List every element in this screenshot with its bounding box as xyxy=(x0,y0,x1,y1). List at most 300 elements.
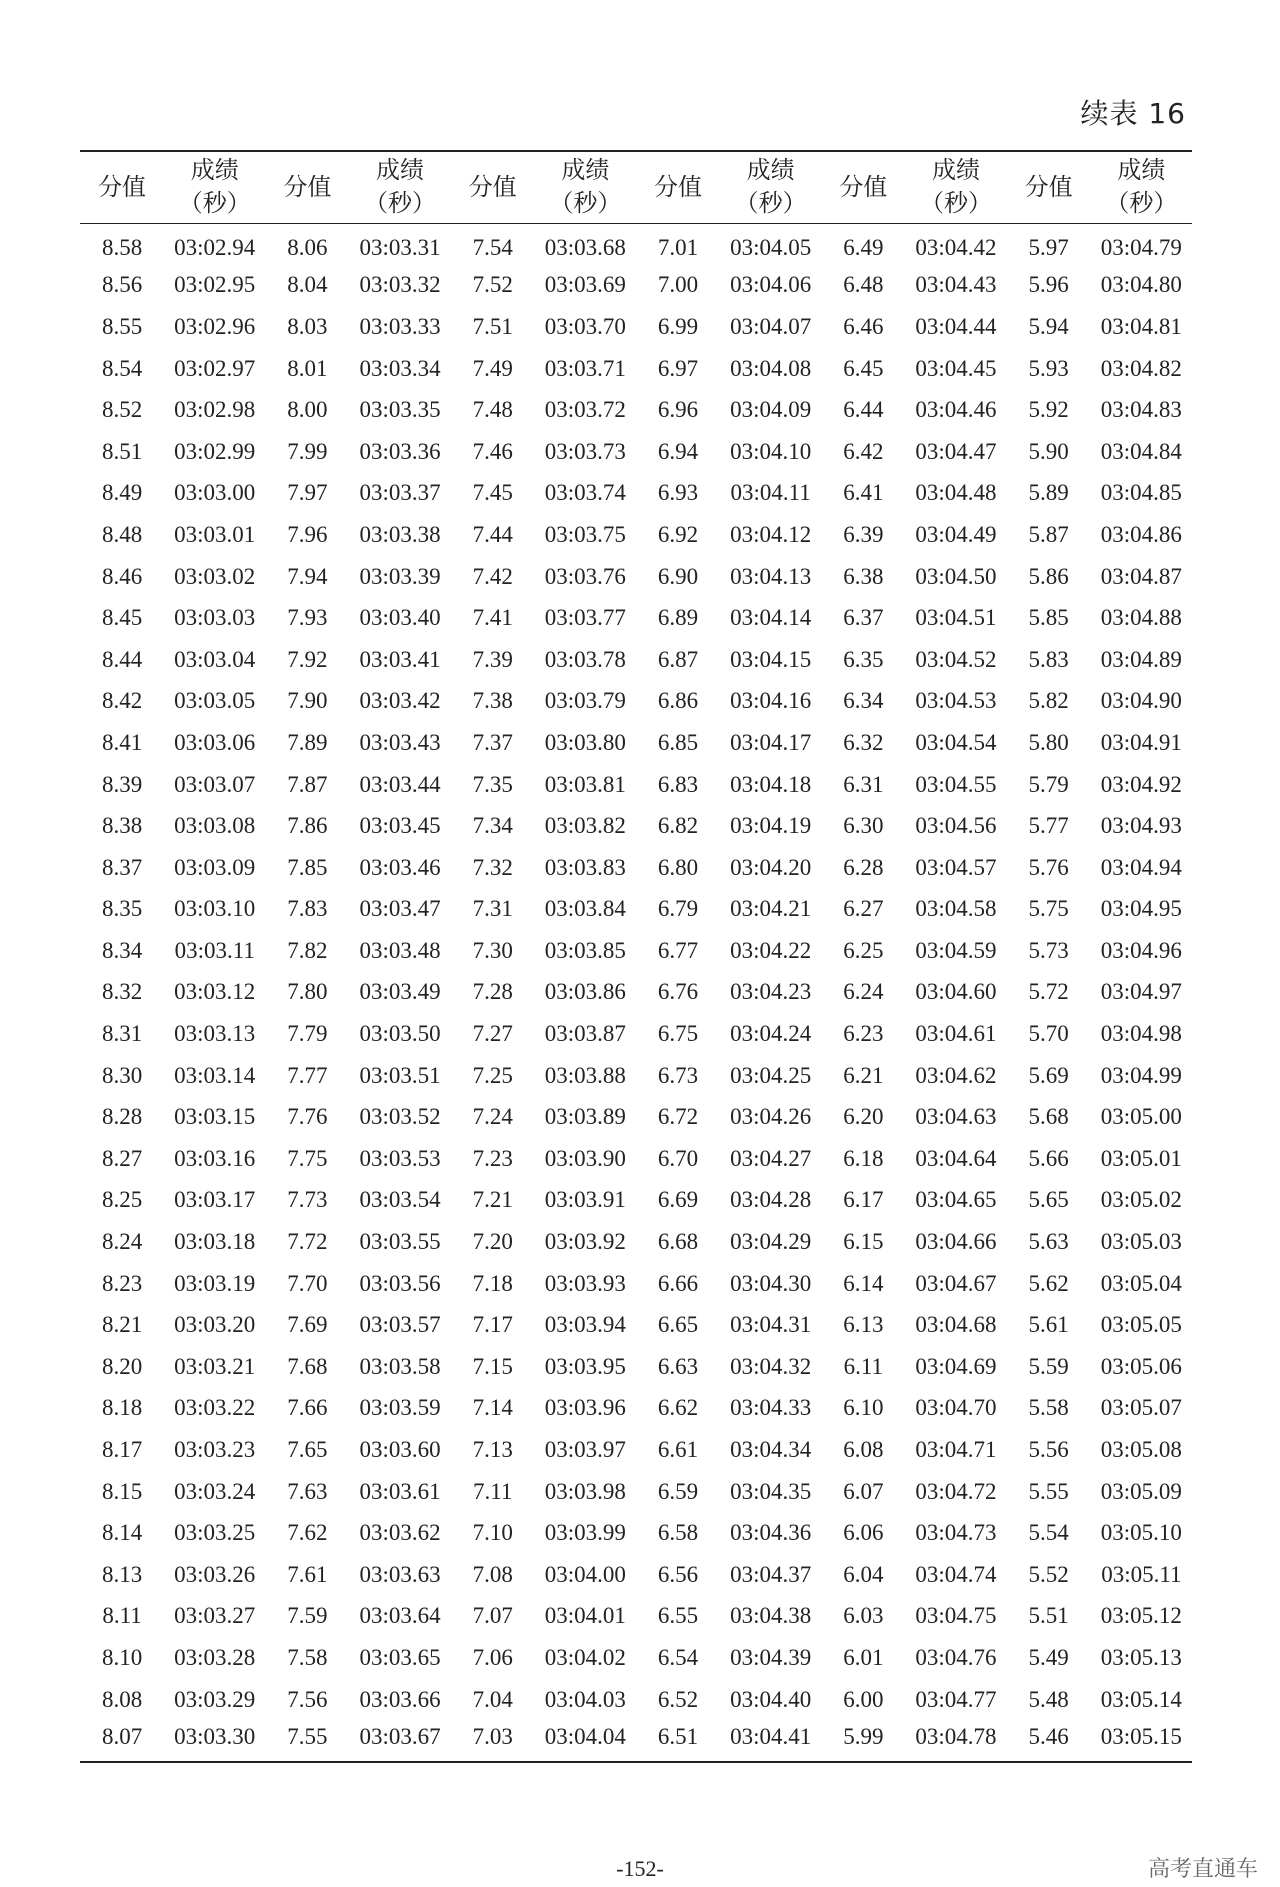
score-cell: 5.63 xyxy=(1028,1229,1069,1255)
time-cell: 03:04.53 xyxy=(915,688,997,714)
table-row xyxy=(80,389,1192,431)
header-time-line2: （秒） xyxy=(1105,189,1178,218)
time-cell: 03:04.81 xyxy=(1100,313,1182,339)
score-cell: 7.01 xyxy=(657,235,699,261)
score-cell: 6.39 xyxy=(843,521,884,547)
score-cell: 5.49 xyxy=(1028,1644,1069,1670)
table-row xyxy=(80,1138,1192,1180)
score-cell: 6.97 xyxy=(657,355,699,381)
score-cell: 6.76 xyxy=(657,979,699,1005)
score-cell: 8.04 xyxy=(287,272,328,298)
score-cell: 7.69 xyxy=(287,1312,328,1338)
time-cell: 03:04.40 xyxy=(730,1686,812,1712)
time-cell: 03:05.12 xyxy=(1100,1603,1182,1629)
time-cell: 03:03.35 xyxy=(359,397,441,423)
score-cell: 6.90 xyxy=(657,563,699,589)
time-cell: 03:04.16 xyxy=(730,688,812,714)
score-cell: 7.55 xyxy=(287,1723,328,1749)
score-cell: 7.85 xyxy=(287,854,328,880)
table-row xyxy=(80,223,1192,265)
score-cell: 6.38 xyxy=(843,563,884,589)
score-cell: 5.79 xyxy=(1028,771,1069,797)
score-cell: 7.72 xyxy=(287,1229,328,1255)
time-cell: 03:03.96 xyxy=(544,1395,626,1421)
time-cell: 03:03.53 xyxy=(359,1145,441,1171)
table-row xyxy=(80,1263,1192,1305)
score-cell: 7.90 xyxy=(287,688,328,714)
time-cell: 03:03.43 xyxy=(359,729,441,755)
time-cell: 03:03.21 xyxy=(174,1353,256,1379)
time-cell: 03:03.03 xyxy=(174,605,256,631)
time-cell: 03:04.47 xyxy=(915,438,997,464)
score-cell: 7.93 xyxy=(287,605,328,631)
time-cell: 03:04.23 xyxy=(730,979,812,1005)
time-cell: 03:04.82 xyxy=(1100,355,1182,381)
score-cell: 7.65 xyxy=(287,1437,328,1463)
score-cell: 8.06 xyxy=(287,235,328,261)
score-cell: 7.58 xyxy=(287,1644,328,1670)
time-cell: 03:03.89 xyxy=(544,1104,626,1130)
score-cell: 5.46 xyxy=(1028,1723,1069,1749)
score-cell: 7.83 xyxy=(287,896,328,922)
time-cell: 03:03.85 xyxy=(544,937,626,963)
score-cell: 6.49 xyxy=(843,235,884,261)
time-cell: 03:05.05 xyxy=(1100,1312,1182,1338)
score-cell: 7.37 xyxy=(472,729,513,755)
time-cell: 03:03.14 xyxy=(174,1062,256,1088)
time-cell: 03:04.18 xyxy=(730,771,812,797)
table-row xyxy=(80,1471,1192,1513)
time-cell: 03:04.94 xyxy=(1100,854,1182,880)
score-cell: 5.69 xyxy=(1028,1062,1069,1088)
score-cell: 8.21 xyxy=(101,1312,143,1338)
table-body xyxy=(80,223,1192,1762)
time-cell: 03:03.27 xyxy=(174,1603,256,1629)
time-cell: 03:04.37 xyxy=(730,1561,812,1587)
score-cell: 8.44 xyxy=(101,646,143,672)
time-cell: 03:03.36 xyxy=(359,438,441,464)
time-cell: 03:04.19 xyxy=(730,813,812,839)
time-cell: 03:05.15 xyxy=(1100,1723,1182,1749)
score-cell: 5.99 xyxy=(843,1723,884,1749)
score-cell: 5.92 xyxy=(1028,397,1069,423)
time-cell: 03:03.12 xyxy=(174,979,256,1005)
time-cell: 03:04.02 xyxy=(544,1644,626,1670)
time-cell: 03:05.00 xyxy=(1100,1104,1182,1130)
time-cell: 03:04.09 xyxy=(730,397,812,423)
table-row xyxy=(80,722,1192,764)
time-cell: 03:03.20 xyxy=(174,1312,256,1338)
table-row xyxy=(80,514,1192,556)
table-row xyxy=(80,348,1192,390)
time-cell: 03:04.76 xyxy=(915,1644,997,1670)
time-cell: 03:03.66 xyxy=(359,1686,441,1712)
score-cell: 5.58 xyxy=(1028,1395,1069,1421)
score-cell: 7.56 xyxy=(287,1686,328,1712)
time-cell: 03:03.09 xyxy=(174,854,256,880)
time-cell: 03:03.28 xyxy=(174,1644,256,1670)
time-cell: 03:03.68 xyxy=(544,235,626,261)
time-cell: 03:03.17 xyxy=(174,1187,256,1213)
time-cell: 03:03.26 xyxy=(174,1561,256,1587)
time-cell: 03:03.41 xyxy=(359,646,441,672)
score-cell: 6.58 xyxy=(657,1520,699,1546)
time-cell: 03:04.07 xyxy=(730,313,812,339)
score-cell: 7.00 xyxy=(657,272,699,298)
table-row xyxy=(80,805,1192,847)
time-cell: 03:04.32 xyxy=(730,1353,812,1379)
time-cell: 03:04.61 xyxy=(915,1021,997,1047)
score-cell: 6.48 xyxy=(843,272,884,298)
score-cell: 6.72 xyxy=(657,1104,699,1130)
time-cell: 03:04.49 xyxy=(915,521,997,547)
time-cell: 03:05.07 xyxy=(1100,1395,1182,1421)
score-cell: 8.03 xyxy=(287,313,328,339)
time-cell: 03:04.52 xyxy=(915,646,997,672)
time-cell: 03:03.58 xyxy=(359,1353,441,1379)
score-cell: 7.11 xyxy=(472,1478,513,1504)
header-score: 分值 xyxy=(1024,172,1073,201)
score-cell: 7.38 xyxy=(472,688,513,714)
score-cell: 7.61 xyxy=(287,1561,328,1587)
time-cell: 03:04.25 xyxy=(730,1062,812,1088)
score-cell: 6.27 xyxy=(843,896,884,922)
time-cell: 03:04.46 xyxy=(915,397,997,423)
time-cell: 03:04.01 xyxy=(544,1603,626,1629)
score-cell: 6.75 xyxy=(657,1021,699,1047)
table-row xyxy=(80,847,1192,889)
time-cell: 03:03.02 xyxy=(174,563,256,589)
time-cell: 03:04.96 xyxy=(1100,937,1182,963)
time-cell: 03:03.24 xyxy=(174,1478,256,1504)
table-row xyxy=(80,1221,1192,1263)
score-cell: 7.34 xyxy=(472,813,513,839)
score-cell: 6.18 xyxy=(843,1145,884,1171)
time-cell: 03:03.55 xyxy=(359,1229,441,1255)
time-cell: 03:03.44 xyxy=(359,771,441,797)
score-cell: 7.42 xyxy=(472,563,513,589)
score-cell: 7.23 xyxy=(472,1145,513,1171)
score-cell: 6.52 xyxy=(657,1686,699,1712)
score-cell: 8.58 xyxy=(101,235,143,261)
time-cell: 03:03.60 xyxy=(359,1437,441,1463)
score-cell: 6.56 xyxy=(657,1561,699,1587)
score-cell: 6.07 xyxy=(843,1478,884,1504)
time-cell: 03:04.39 xyxy=(730,1644,812,1670)
time-cell: 03:03.79 xyxy=(544,688,626,714)
time-cell: 03:04.27 xyxy=(730,1145,812,1171)
score-cell: 7.59 xyxy=(287,1603,328,1629)
score-cell: 6.21 xyxy=(843,1062,884,1088)
time-cell: 03:04.51 xyxy=(915,605,997,631)
watermark: 高考直通车 xyxy=(1147,1857,1258,1882)
score-cell: 7.86 xyxy=(287,813,328,839)
time-cell: 03:05.06 xyxy=(1100,1353,1182,1379)
time-cell: 03:04.31 xyxy=(730,1312,812,1338)
score-cell: 8.23 xyxy=(101,1270,143,1296)
time-cell: 03:04.58 xyxy=(915,896,997,922)
header-score: 分值 xyxy=(98,172,147,201)
time-cell: 03:02.94 xyxy=(174,235,256,261)
score-cell: 6.70 xyxy=(657,1145,699,1171)
score-cell: 7.28 xyxy=(472,979,513,1005)
time-cell: 03:05.03 xyxy=(1100,1229,1182,1255)
score-cell: 6.79 xyxy=(657,896,699,922)
time-cell: 03:04.56 xyxy=(915,813,997,839)
score-cell: 5.83 xyxy=(1028,646,1069,672)
time-cell: 03:04.45 xyxy=(915,355,997,381)
score-cell: 8.38 xyxy=(101,813,143,839)
time-cell: 03:04.17 xyxy=(730,729,812,755)
score-cell: 5.96 xyxy=(1028,272,1069,298)
score-cell: 5.93 xyxy=(1028,355,1069,381)
score-cell: 6.82 xyxy=(657,813,699,839)
time-cell: 03:04.03 xyxy=(544,1686,626,1712)
table-row xyxy=(80,556,1192,598)
table-row xyxy=(80,1180,1192,1222)
score-cell: 6.94 xyxy=(657,438,699,464)
time-cell: 03:05.09 xyxy=(1100,1478,1182,1504)
score-cell: 8.30 xyxy=(101,1062,143,1088)
time-cell: 03:04.04 xyxy=(544,1723,626,1749)
score-cell: 6.17 xyxy=(843,1187,884,1213)
score-cell: 6.41 xyxy=(843,480,884,506)
score-cell: 7.45 xyxy=(472,480,513,506)
score-cell: 6.45 xyxy=(843,355,884,381)
header-time-line2: （秒） xyxy=(734,189,807,218)
time-cell: 03:04.14 xyxy=(730,605,812,631)
score-cell: 7.15 xyxy=(472,1353,513,1379)
time-cell: 03:04.79 xyxy=(1100,235,1182,261)
time-cell: 03:03.45 xyxy=(359,813,441,839)
score-cell: 7.63 xyxy=(287,1478,328,1504)
time-cell: 03:03.78 xyxy=(544,646,626,672)
page-number: -152- xyxy=(616,1856,664,1881)
score-cell: 5.80 xyxy=(1028,729,1069,755)
time-cell: 03:04.68 xyxy=(915,1312,997,1338)
score-cell: 6.00 xyxy=(843,1686,884,1712)
score-cell: 6.55 xyxy=(657,1603,699,1629)
score-cell: 7.48 xyxy=(472,397,513,423)
time-cell: 03:04.98 xyxy=(1100,1021,1182,1047)
time-cell: 03:03.10 xyxy=(174,896,256,922)
score-cell: 8.31 xyxy=(101,1021,143,1047)
time-cell: 03:03.30 xyxy=(174,1723,256,1749)
time-cell: 03:03.04 xyxy=(174,646,256,672)
time-cell: 03:04.71 xyxy=(915,1437,997,1463)
header-time-line1: 成绩 xyxy=(1117,156,1166,185)
time-cell: 03:02.96 xyxy=(174,313,256,339)
time-cell: 03:04.10 xyxy=(730,438,812,464)
score-cell: 6.34 xyxy=(843,688,884,714)
score-cell: 6.63 xyxy=(657,1353,699,1379)
time-cell: 03:03.81 xyxy=(544,771,626,797)
time-cell: 03:04.91 xyxy=(1100,729,1182,755)
time-cell: 03:03.83 xyxy=(544,854,626,880)
score-cell: 5.90 xyxy=(1028,438,1069,464)
time-cell: 03:03.94 xyxy=(544,1312,626,1338)
time-cell: 03:04.83 xyxy=(1100,397,1182,423)
score-cell: 8.55 xyxy=(101,313,143,339)
time-cell: 03:04.62 xyxy=(915,1062,997,1088)
header-time xyxy=(535,151,636,223)
time-cell: 03:04.93 xyxy=(1100,813,1182,839)
table-row xyxy=(80,1554,1192,1596)
time-cell: 03:03.93 xyxy=(544,1270,626,1296)
score-cell: 8.54 xyxy=(101,355,143,381)
score-cell: 8.10 xyxy=(101,1644,143,1670)
time-cell: 03:03.74 xyxy=(544,480,626,506)
time-cell: 03:03.07 xyxy=(174,771,256,797)
score-cell: 6.89 xyxy=(657,605,699,631)
table-row xyxy=(80,1429,1192,1471)
header-time-line1: 成绩 xyxy=(746,156,795,185)
time-cell: 03:04.90 xyxy=(1100,688,1182,714)
time-cell: 03:04.78 xyxy=(915,1723,997,1749)
score-cell: 6.65 xyxy=(657,1312,699,1338)
score-cell: 5.52 xyxy=(1028,1561,1069,1587)
score-cell: 8.46 xyxy=(101,563,143,589)
table-row xyxy=(80,1304,1192,1346)
table-row xyxy=(80,1596,1192,1638)
time-cell: 03:04.35 xyxy=(730,1478,812,1504)
header-score: 分值 xyxy=(839,172,888,201)
time-cell: 03:03.77 xyxy=(544,605,626,631)
header-score: 分值 xyxy=(468,172,517,201)
score-cell: 7.24 xyxy=(472,1104,513,1130)
score-cell: 5.59 xyxy=(1028,1353,1069,1379)
table-row xyxy=(80,1055,1192,1097)
time-cell: 03:03.16 xyxy=(174,1145,256,1171)
score-cell: 6.46 xyxy=(843,313,884,339)
score-cell: 5.51 xyxy=(1028,1603,1069,1629)
time-cell: 03:03.69 xyxy=(544,272,626,298)
time-cell: 03:03.97 xyxy=(544,1437,626,1463)
score-cell: 7.82 xyxy=(287,937,328,963)
time-cell: 03:03.50 xyxy=(359,1021,441,1047)
time-cell: 03:03.90 xyxy=(544,1145,626,1171)
time-cell: 03:04.12 xyxy=(730,521,812,547)
time-cell: 03:03.48 xyxy=(359,937,441,963)
score-cell: 6.15 xyxy=(843,1229,884,1255)
time-cell: 03:04.44 xyxy=(915,313,997,339)
score-cell: 8.27 xyxy=(101,1145,143,1171)
score-cell: 7.39 xyxy=(472,646,513,672)
score-cell: 6.04 xyxy=(843,1561,884,1587)
score-cell: 8.45 xyxy=(101,605,143,631)
score-cell: 7.99 xyxy=(287,438,328,464)
time-cell: 03:03.64 xyxy=(359,1603,441,1629)
time-cell: 03:05.14 xyxy=(1100,1686,1182,1712)
time-cell: 03:03.76 xyxy=(544,563,626,589)
time-cell: 03:03.00 xyxy=(174,480,256,506)
score-cell: 7.87 xyxy=(287,771,328,797)
score-cell: 8.35 xyxy=(101,896,143,922)
time-cell: 03:05.02 xyxy=(1100,1187,1182,1213)
time-cell: 03:03.32 xyxy=(359,272,441,298)
score-cell: 6.73 xyxy=(657,1062,699,1088)
time-cell: 03:04.55 xyxy=(915,771,997,797)
time-cell: 03:04.24 xyxy=(730,1021,812,1047)
score-cell: 8.18 xyxy=(101,1395,143,1421)
score-cell: 7.96 xyxy=(287,521,328,547)
score-cell: 5.87 xyxy=(1028,521,1069,547)
score-cell: 6.69 xyxy=(657,1187,699,1213)
time-cell: 03:03.98 xyxy=(544,1478,626,1504)
header-time-line1: 成绩 xyxy=(931,156,980,185)
score-cell: 7.66 xyxy=(287,1395,328,1421)
score-cell: 6.25 xyxy=(843,937,884,963)
table-row xyxy=(80,1388,1192,1430)
score-cell: 7.70 xyxy=(287,1270,328,1296)
score-cell: 6.10 xyxy=(843,1395,884,1421)
score-cell: 8.25 xyxy=(101,1187,143,1213)
score-cell: 8.17 xyxy=(101,1437,143,1463)
score-cell: 6.03 xyxy=(843,1603,884,1629)
time-cell: 03:03.65 xyxy=(359,1644,441,1670)
time-cell: 03:03.72 xyxy=(544,397,626,423)
table-row xyxy=(80,431,1192,473)
score-cell: 6.99 xyxy=(657,313,699,339)
score-cell: 8.42 xyxy=(101,688,143,714)
score-cell: 7.32 xyxy=(472,854,513,880)
time-cell: 03:04.48 xyxy=(915,480,997,506)
score-cell: 7.07 xyxy=(472,1603,513,1629)
table-row xyxy=(80,597,1192,639)
header-time xyxy=(349,151,450,223)
score-cell: 7.49 xyxy=(472,355,513,381)
header-time xyxy=(1091,151,1192,223)
time-cell: 03:02.97 xyxy=(174,355,256,381)
time-cell: 03:03.87 xyxy=(544,1021,626,1047)
score-cell: 8.13 xyxy=(101,1561,143,1587)
score-cell: 6.44 xyxy=(843,397,884,423)
time-cell: 03:04.70 xyxy=(915,1395,997,1421)
time-cell: 03:03.70 xyxy=(544,313,626,339)
score-cell: 6.92 xyxy=(657,521,699,547)
table-row xyxy=(80,972,1192,1014)
header-time xyxy=(905,151,1006,223)
score-cell: 5.61 xyxy=(1028,1312,1069,1338)
score-cell: 6.08 xyxy=(843,1437,884,1463)
time-cell: 03:03.29 xyxy=(174,1686,256,1712)
time-cell: 03:03.15 xyxy=(174,1104,256,1130)
time-cell: 03:04.00 xyxy=(544,1561,626,1587)
time-cell: 03:04.11 xyxy=(730,480,811,506)
score-cell: 5.66 xyxy=(1028,1145,1069,1171)
time-cell: 03:03.33 xyxy=(359,313,441,339)
time-cell: 03:04.34 xyxy=(730,1437,812,1463)
score-cell: 7.41 xyxy=(472,605,513,631)
time-cell: 03:03.92 xyxy=(544,1229,626,1255)
time-cell: 03:05.13 xyxy=(1100,1644,1182,1670)
score-cell: 8.00 xyxy=(287,397,328,423)
score-cell: 7.68 xyxy=(287,1353,328,1379)
time-cell: 03:03.57 xyxy=(359,1312,441,1338)
score-cell: 8.37 xyxy=(101,854,143,880)
score-cell: 8.51 xyxy=(101,438,143,464)
score-cell: 7.79 xyxy=(287,1021,328,1047)
table-row xyxy=(80,473,1192,515)
time-cell: 03:03.88 xyxy=(544,1062,626,1088)
time-cell: 03:04.67 xyxy=(915,1270,997,1296)
time-cell: 03:04.15 xyxy=(730,646,812,672)
table-row xyxy=(80,265,1192,307)
score-cell: 8.32 xyxy=(101,979,143,1005)
time-cell: 03:04.97 xyxy=(1100,979,1182,1005)
time-cell: 03:04.92 xyxy=(1100,771,1182,797)
score-cell: 7.13 xyxy=(472,1437,513,1463)
